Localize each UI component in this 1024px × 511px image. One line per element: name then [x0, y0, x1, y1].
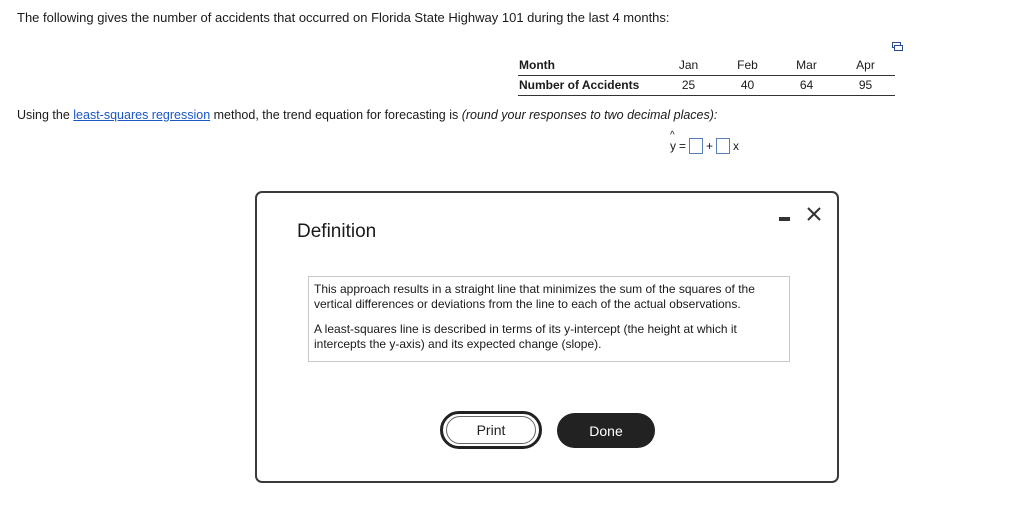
y-symbol: y	[670, 139, 676, 153]
done-button[interactable]: Done	[557, 413, 655, 448]
instruction-middle: method, the trend equation for forecasting is	[210, 108, 462, 122]
table-cell: Feb	[718, 56, 777, 76]
x-variable: x	[733, 139, 740, 153]
print-button[interactable]	[440, 411, 542, 449]
plus-sign: +	[706, 139, 714, 153]
minimize-icon[interactable]	[779, 217, 790, 221]
intercept-input[interactable]	[689, 138, 703, 154]
trend-equation	[670, 130, 740, 154]
instruction-text	[17, 108, 717, 122]
table-header-accidents: Number of Accidents	[518, 76, 659, 96]
copy-icon[interactable]	[892, 42, 903, 51]
instruction-prefix: Using the	[17, 108, 74, 122]
instruction-rounding-note: (round your responses to two decimal places):	[461, 108, 718, 122]
table-cell: 40	[718, 76, 777, 96]
table-cell: 95	[836, 76, 895, 96]
close-icon[interactable]	[805, 205, 823, 223]
definition-paragraph: This approach results in a straight line that minimizes the sum of the squares of the vertical differences or deviations from the line to each of the actual observations.	[314, 282, 755, 311]
least-squares-link[interactable]: least-squares regression	[73, 108, 211, 122]
table-row-accidents	[518, 76, 895, 96]
slope-input[interactable]	[716, 138, 730, 154]
definition-dialog	[255, 191, 839, 483]
table-header-month: Month	[518, 56, 659, 76]
table-row-month	[518, 56, 895, 76]
data-table	[518, 56, 895, 96]
table-cell: 64	[777, 76, 836, 96]
definition-paragraph: A least-squares line is described in terms of its y-intercept (the height at which it intercepts the y-axis) and its expected change (slope).	[314, 322, 737, 351]
y-hat-symbol	[670, 130, 676, 153]
print-button-label: Print	[446, 416, 536, 444]
table-cell: Jan	[659, 56, 718, 76]
definition-content	[308, 276, 790, 362]
hat-symbol: ^	[670, 130, 675, 141]
question-text: The following gives the number of accidents that occurred on Florida State Highway 101 during the last 4 months:	[17, 10, 670, 25]
equals-sign: =	[679, 139, 687, 153]
table-cell: 25	[659, 76, 718, 96]
dialog-title: Definition	[297, 221, 377, 242]
table-cell: Apr	[836, 56, 895, 76]
table-cell: Mar	[777, 56, 836, 76]
